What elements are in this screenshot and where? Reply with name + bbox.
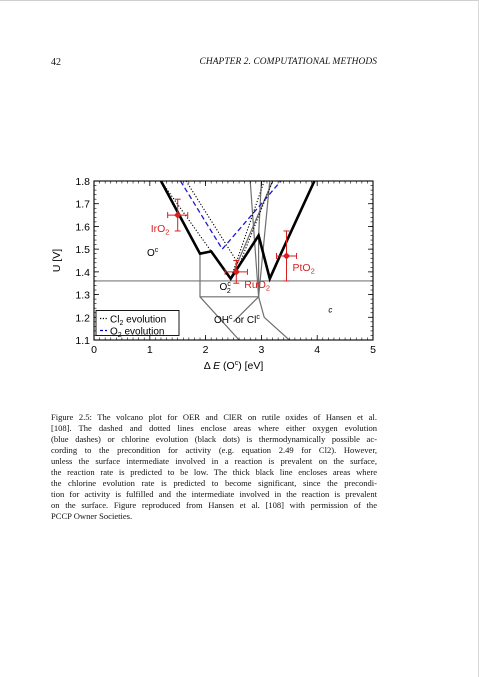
point-label: RuO$_2$: [244, 278, 271, 293]
y-axis-label: U [V]: [51, 248, 63, 273]
caption-line: unless the surface intermediate involved in a reaction is prevalent on the surface,: [51, 456, 377, 467]
point-marker: [283, 252, 290, 259]
activity-boundary: [161, 181, 314, 279]
region-label: $O^c$: [147, 246, 159, 259]
running-head: CHAPTER 2. COMPUTATIONAL METHODS: [199, 57, 377, 67]
region-label: $O^c$ 2: [219, 281, 231, 296]
region-label: $OH^c$ or Cl$^c$: [213, 313, 260, 326]
caption-line: Figure 2.5: The volcano plot for OER and ClER on rutile oxides of Hansen et al.: [51, 412, 377, 422]
caption-line: the chlorine evolution rate is predicted to become significant, since the precondi-: [51, 478, 377, 489]
figure-caption: [51, 412, 377, 522]
y-tick-label: 1.3: [75, 289, 90, 302]
caption-line: [108]. The dashed and dotted lines enclose areas where either oxygen evolution: [51, 423, 377, 434]
o2-evolution-line: [222, 181, 281, 249]
y-tick-label: 1.5: [75, 244, 90, 257]
point-label: PtO$_2$: [292, 261, 315, 276]
y-tick-label: 1.6: [75, 221, 90, 234]
x-tick-label: 5: [370, 344, 376, 356]
x-tick-label: 3: [258, 344, 265, 356]
legend: [96, 310, 179, 339]
caption-line: (blue dashes) or chlorine evolution (black dots) is thermodynamically possible ac-: [51, 434, 377, 445]
region-boundary: [264, 317, 289, 340]
legend-label: $O_2$ evolution: [110, 326, 165, 339]
y-tick-label: 1.7: [75, 198, 90, 211]
x-axis-label: Δ E $(O^c)$ [eV]: [203, 360, 264, 372]
page-number: 42: [51, 57, 61, 68]
x-tick-label: 0: [91, 344, 97, 356]
legend-label: $Cl_2$ evolution: [110, 314, 167, 327]
caption-line: on the surface. Figure reproduced from Hansen et al. [108] with permission of the: [51, 500, 377, 511]
data-point-pto2: [276, 231, 314, 281]
y-tick-label: 1.1: [75, 335, 90, 347]
caption-line: the reaction rate is predicted to be low. The thick black line encloses areas where: [51, 467, 377, 478]
region-label: c: [328, 305, 333, 315]
y-tick-label: 1.8: [75, 176, 90, 188]
caption-line: PCCP Owner Societies.: [51, 511, 133, 522]
y-tick-label: 1.2: [75, 312, 90, 325]
caption-line: tion for activity is fulfilled and the intermediate involved in the reaction is prevalent: [51, 489, 377, 500]
x-tick-label: 1: [146, 344, 153, 356]
point-label: IrO$_2$: [150, 223, 170, 237]
y-tick-label: 1.4: [75, 266, 90, 279]
x-tick-label: 2: [202, 344, 209, 356]
plot-points: [151, 199, 315, 292]
caption-line: cording to the precondition for activity (e.g. equation 2.49 for Cl2). However,: [51, 445, 377, 456]
x-tick-label: 4: [314, 344, 321, 356]
